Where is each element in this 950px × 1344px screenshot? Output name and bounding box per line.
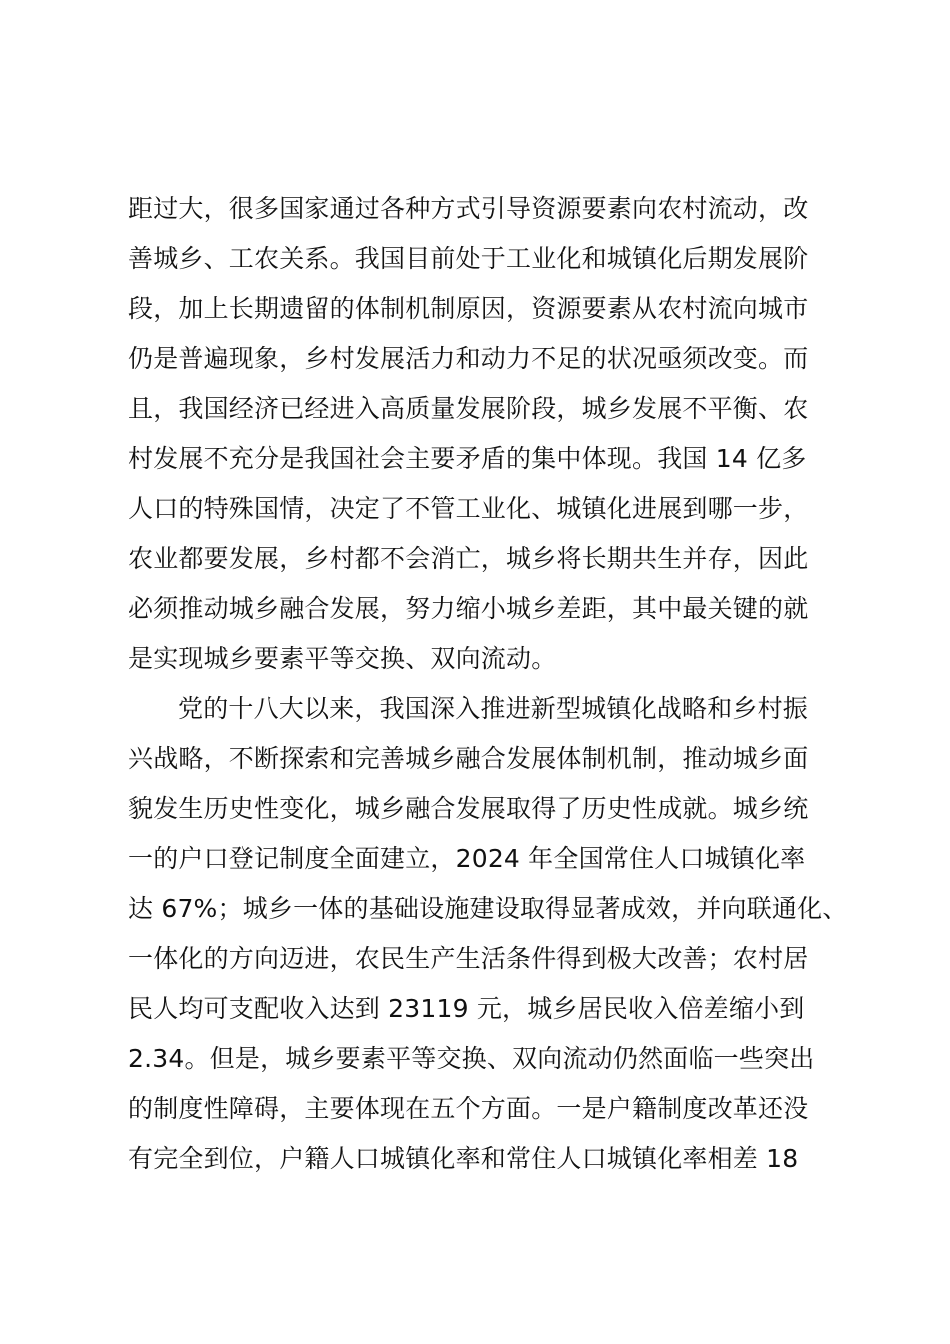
text-line: 必须推动城乡融合发展，努力缩小城乡差距，其中最关键的就: [128, 594, 809, 623]
text-line: 2.34。但是，城乡要素平等交换、双向流动仍然面临一些突出: [128, 1044, 815, 1073]
text-line: 达 67%；城乡一体的基础设施建设取得显著成效，并向联通化、: [128, 894, 848, 923]
text-line: 一的户口登记制度全面建立，2024 年全国常住人口城镇化率: [128, 844, 806, 873]
text-line: 一体化的方向迈进，农民生产生活条件得到极大改善；农村居: [128, 944, 809, 973]
paragraph-first-line: 党的十八大以来，我国深入推进新型城镇化战略和乡村振: [178, 694, 809, 723]
body-text: [128, 184, 848, 1184]
text-line: 人口的特殊国情，决定了不管工业化、城镇化进展到哪一步，: [128, 494, 809, 523]
text-line: 段，加上长期遗留的体制机制原因，资源要素从农村流向城市: [128, 294, 809, 323]
text-line: 民人均可支配收入达到 23119 元，城乡居民收入倍差缩小到: [128, 994, 805, 1023]
text-line: 的制度性障碍，主要体现在五个方面。一是户籍制度改革还没: [128, 1094, 809, 1123]
text-line: 农业都要发展，乡村都不会消亡，城乡将长期共生并存，因此: [128, 544, 809, 573]
text-line: 有完全到位，户籍人口城镇化率和常住人口城镇化率相差 18: [128, 1144, 799, 1173]
text-line: 村发展不充分是我国社会主要矛盾的集中体现。我国 14 亿多: [128, 444, 807, 473]
text-line: 仍是普遍现象，乡村发展活力和动力不足的状况亟须改变。而: [128, 344, 809, 373]
text-line: 善城乡、工农关系。我国目前处于工业化和城镇化后期发展阶: [128, 244, 809, 273]
text-line: 是实现城乡要素平等交换、双向流动。: [128, 644, 557, 673]
text-line: 且，我国经济已经进入高质量发展阶段，城乡发展不平衡、农: [128, 394, 809, 423]
text-line: 距过大，很多国家通过各种方式引导资源要素向农村流动，改: [128, 194, 809, 223]
text-line: 貌发生历史性变化，城乡融合发展取得了历史性成就。城乡统: [128, 794, 809, 823]
text-line: 兴战略，不断探索和完善城乡融合发展体制机制，推动城乡面: [128, 744, 809, 773]
